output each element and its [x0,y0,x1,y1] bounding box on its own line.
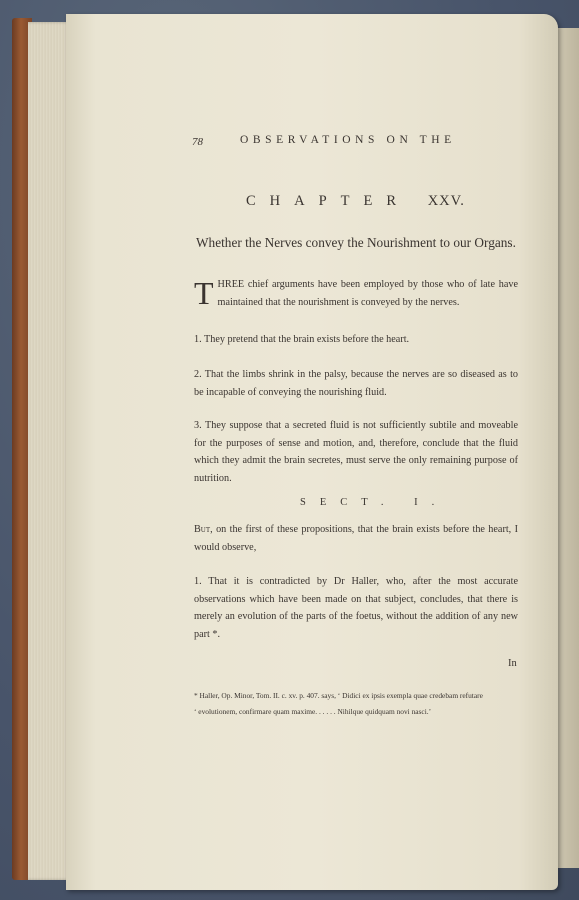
right-page-stack [556,28,579,868]
drop-cap: T [194,275,214,311]
chapter-title: Whether the Nerves convey the Nourishment to our Organs. [196,235,516,250]
section-paragraph [194,521,518,556]
chapter-heading [246,193,486,210]
page-number: 78 [192,136,203,148]
section-point-1: 1. That it is contradicted by Dr Haller, who, after the most accurate observations which have been made on that subject, concludes, that there is merely an evolution of the parts of the foetus, without the addition of any new part *. [194,576,518,640]
footnote-line-2: ‘ evolutionem, confirmare quam maxime. . . . . . Nihilque quidquam novi nasci.’ [194,707,432,716]
section-text: on the first of these propositions, that the brain exists before the heart, I would observe, [194,524,518,553]
section-lead: But, [194,524,213,535]
footnote-line-1: * Haller, Op. Minor, Tom. II. c. xv. p. 407. says, ‘ Didici ex ipsis exempla quae credebam refutare [194,691,483,700]
point-1: 1. They pretend that the brain exists before the heart. [194,334,410,345]
chapter-number: XXV. [427,193,465,209]
chapter-word: CHAPTER [246,193,411,209]
point-3: 3. They suppose that a secreted fluid is not sufficiently subtile and moveable for the purposes of sense and motion, and, therefore, conclude that the fluid which they admit the brain secretes, must serve the only remaining purpose of nutrition. [194,420,518,484]
section-heading: SECT. I. [300,497,449,508]
point-2: 2. That the limbs shrink in the palsy, because the nerves are so diseased as to be incapable of conveying the nourishing fluid. [194,369,518,398]
intro-text: HREE chief arguments have been employed by those who of late have maintained that the nourishment is conveyed by the nerves. [217,279,518,308]
running-head: OBSERVATIONS ON THE [240,134,456,146]
intro-paragraph [194,276,518,311]
catchword: In [508,658,517,669]
